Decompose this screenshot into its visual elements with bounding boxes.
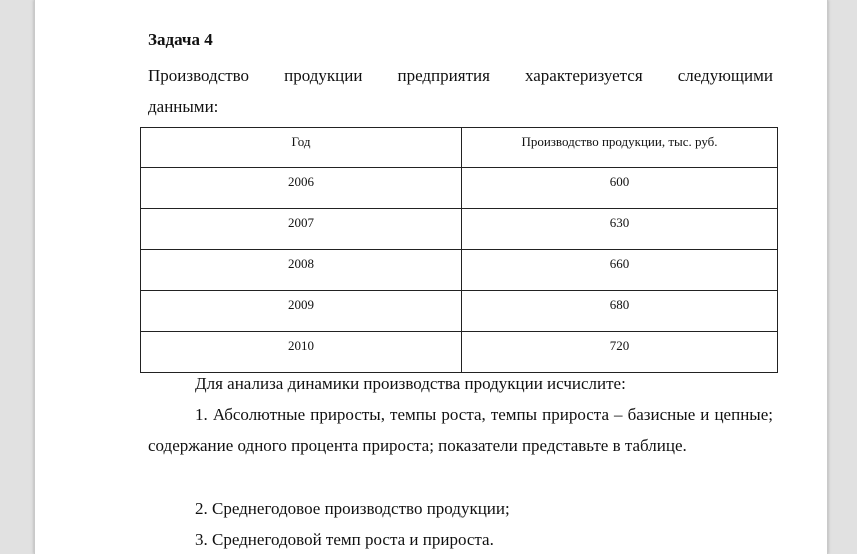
cell-year: 2008 [141, 250, 462, 291]
intro-word: Производство [148, 66, 250, 85]
header-production: Производство продукции, тыс. руб. [462, 128, 778, 168]
document-page [34, 0, 828, 554]
cell-production: 660 [462, 250, 778, 291]
instruction-item-2: 2. Среднегодовое производство продукции; [195, 499, 510, 518]
table-header-row [141, 128, 778, 168]
table-row [141, 209, 778, 250]
intro-line-1 [148, 60, 773, 91]
cell-production: 720 [462, 332, 778, 373]
intro-word: характеризуется [524, 66, 643, 85]
table-row [141, 291, 778, 332]
header-year: Год [141, 128, 462, 168]
task-title: Задача 4 [148, 30, 213, 49]
intro-word: предприятия [397, 66, 490, 85]
cell-production: 680 [462, 291, 778, 332]
table-row [141, 168, 778, 209]
instruction-item-3: 3. Среднегодовой темп роста и прироста. [195, 530, 494, 549]
intro-word: следующими [677, 66, 773, 85]
cell-production: 600 [462, 168, 778, 209]
cell-year: 2006 [141, 168, 462, 209]
intro-line-2: данными: [148, 97, 219, 116]
table-row [141, 250, 778, 291]
instructions-lead: Для анализа динамики производства продукции исчислите: [195, 374, 626, 393]
intro-word: продукции [284, 66, 363, 85]
table-row [141, 332, 778, 373]
instruction-item-1: 1. Абсолютные приросты, темпы роста, темпы прироста – базисные и цепные; содержание одного процента прироста; показатели представьте в таблице. [148, 405, 773, 455]
production-table [140, 127, 778, 373]
cell-year: 2009 [141, 291, 462, 332]
cell-year: 2010 [141, 332, 462, 373]
cell-year: 2007 [141, 209, 462, 250]
cell-production: 630 [462, 209, 778, 250]
